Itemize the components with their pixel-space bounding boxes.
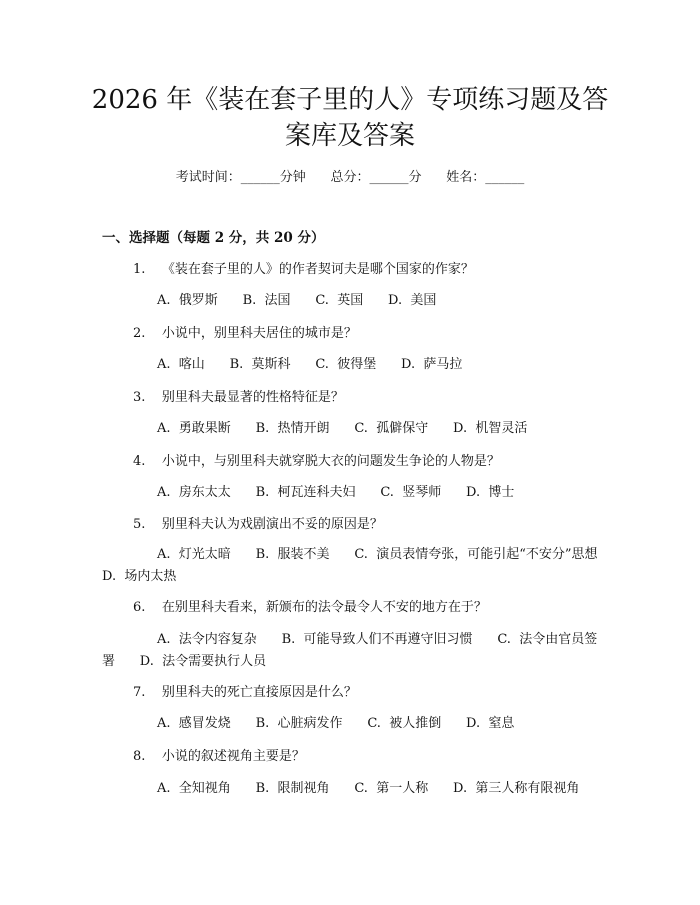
document-title-line-2: 案库及答案 xyxy=(284,121,415,151)
question-1: 1. 《装在套子里的人》的作者契诃夫是哪个国家的作家？ xyxy=(133,262,474,277)
document-title-line-1: 2026 年《装在套子里的人》专项练习题及答 xyxy=(91,85,609,115)
question-3: 3. 别里科夫最显著的性格特征是？ xyxy=(133,390,344,405)
question-7-options: A. 感冒发烧 B. 心脏病发作 C. 被人推倒 D. 窒息 xyxy=(157,716,515,731)
question-7: 7. 别里科夫的死亡直接原因是什么？ xyxy=(133,685,357,700)
exam-meta-info: 考试时间：______分钟 总分：______分 姓名：______ xyxy=(175,170,525,185)
section-heading: 一、选择题（每题 2 分，共 20 分） xyxy=(102,230,325,246)
question-6-options: A. 法令内容复杂 B. 可能导致人们不再遵守旧习惯 C. 法令由官员签署 D. 法令需要执行人员 xyxy=(102,632,598,669)
question-1-options: A. 俄罗斯 B. 法国 C. 英国 D. 美国 xyxy=(157,293,437,308)
question-2-options: A. 喀山 B. 莫斯科 C. 彼得堡 D. 萨马拉 xyxy=(157,357,463,372)
question-3-options: A. 勇敢果断 B. 热情开朗 C. 孤僻保守 D. 机智灵活 xyxy=(157,421,528,436)
question-4: 4. 小说中，与别里科夫就穿脱大衣的问题发生争论的人物是？ xyxy=(133,454,500,469)
question-8: 8. 小说的叙述视角主要是？ xyxy=(133,749,305,764)
question-8-options: A. 全知视角 B. 限制视角 C. 第一人称 D. 第三人称有限视角 xyxy=(157,781,580,796)
question-4-options: A. 房东太太 B. 柯瓦连科夫妇 C. 竖琴师 D. 博士 xyxy=(157,485,515,500)
question-5-options: A. 灯光太暗 B. 服装不美 C. 演员表情夸张，可能引起“不安分”思想 D. 场内太热 xyxy=(102,547,623,584)
question-6: 6. 在别里科夫看来，新颁布的法令最令人不安的地方在于？ xyxy=(133,600,487,615)
question-2: 2. 小说中，别里科夫居住的城市是？ xyxy=(133,326,357,341)
question-5: 5. 别里科夫认为戏剧演出不妥的原因是？ xyxy=(133,517,383,532)
